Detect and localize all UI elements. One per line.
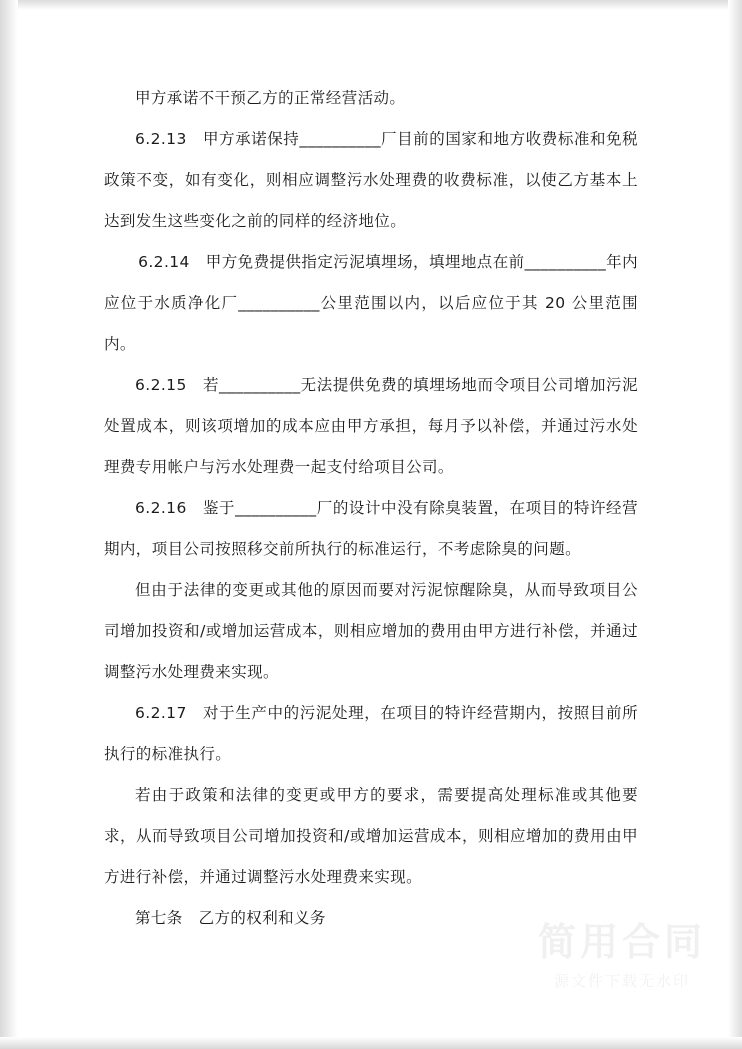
paragraph-clause-tail: 甲方承诺不干预乙方的正常经营活动。: [135, 89, 406, 107]
page-edge-shade-top: [0, 0, 742, 10]
paragraph-article-7-heading: 第七条 乙方的权利和义务: [135, 909, 326, 927]
watermark-title: 简用合同: [537, 920, 706, 965]
page-edge-shade-bottom: [0, 1037, 742, 1049]
document-text-body: [104, 78, 638, 939]
paragraph-6-2-17: 6.2.17 对于生产中的污泥处理，在项目的特许经营期内，按照目前所执行的标准执行。: [104, 704, 638, 763]
paragraph-6-2-13: 6.2.13 甲方承诺保持__________厂目前的国家和地方收费标准和免税政策不变，如有变化，则相应调整污水处理费的收费标准，以使乙方基本上达到发生这些变化之前的同样的经济地位。: [104, 130, 638, 230]
paragraph-6-2-15: 6.2.15 若__________无法提供免费的填埋场地而令项目公司增加污泥处置成本，则该项增加的成本应由甲方承担，每月予以补偿，并通过污水处理费专用帐户与污水处理费一起支付给项目公司。: [104, 376, 638, 476]
paragraph-6-2-16: 6.2.16 鉴于__________厂的设计中没有除臭装置，在项目的特许经营期内，项目公司按照移交前所执行的标准运行，不考虑除臭的问题。: [104, 499, 638, 558]
paragraph-6-2-16-note: 但由于法律的变更或其他的原因而要对污泥惊醒除臭，从而导致项目公司增加投资和/或增加运营成本，则相应增加的费用由甲方进行补偿，并通过调整污水处理费来实现。: [104, 581, 638, 681]
page-edge-shade-left: [0, 0, 18, 1049]
paragraph-6-2-17-note: 若由于政策和法律的变更或甲方的要求，需要提高处理标准或其他要求，从而导致项目公司增加投资和/或增加运营成本，则相应增加的费用由甲方进行补偿，并通过调整污水处理费来实现。: [104, 786, 638, 886]
page-edge-shade-right: [728, 0, 742, 1049]
paragraph-6-2-14: 6.2.14 甲方免费提供指定污泥填埋场，填埋地点在前__________年内应位于水质净化厂__________公里范围以内，以后应位于其 20 公里范围内。: [104, 253, 638, 353]
watermark-subtitle: 源文件下载无水印: [553, 972, 690, 990]
